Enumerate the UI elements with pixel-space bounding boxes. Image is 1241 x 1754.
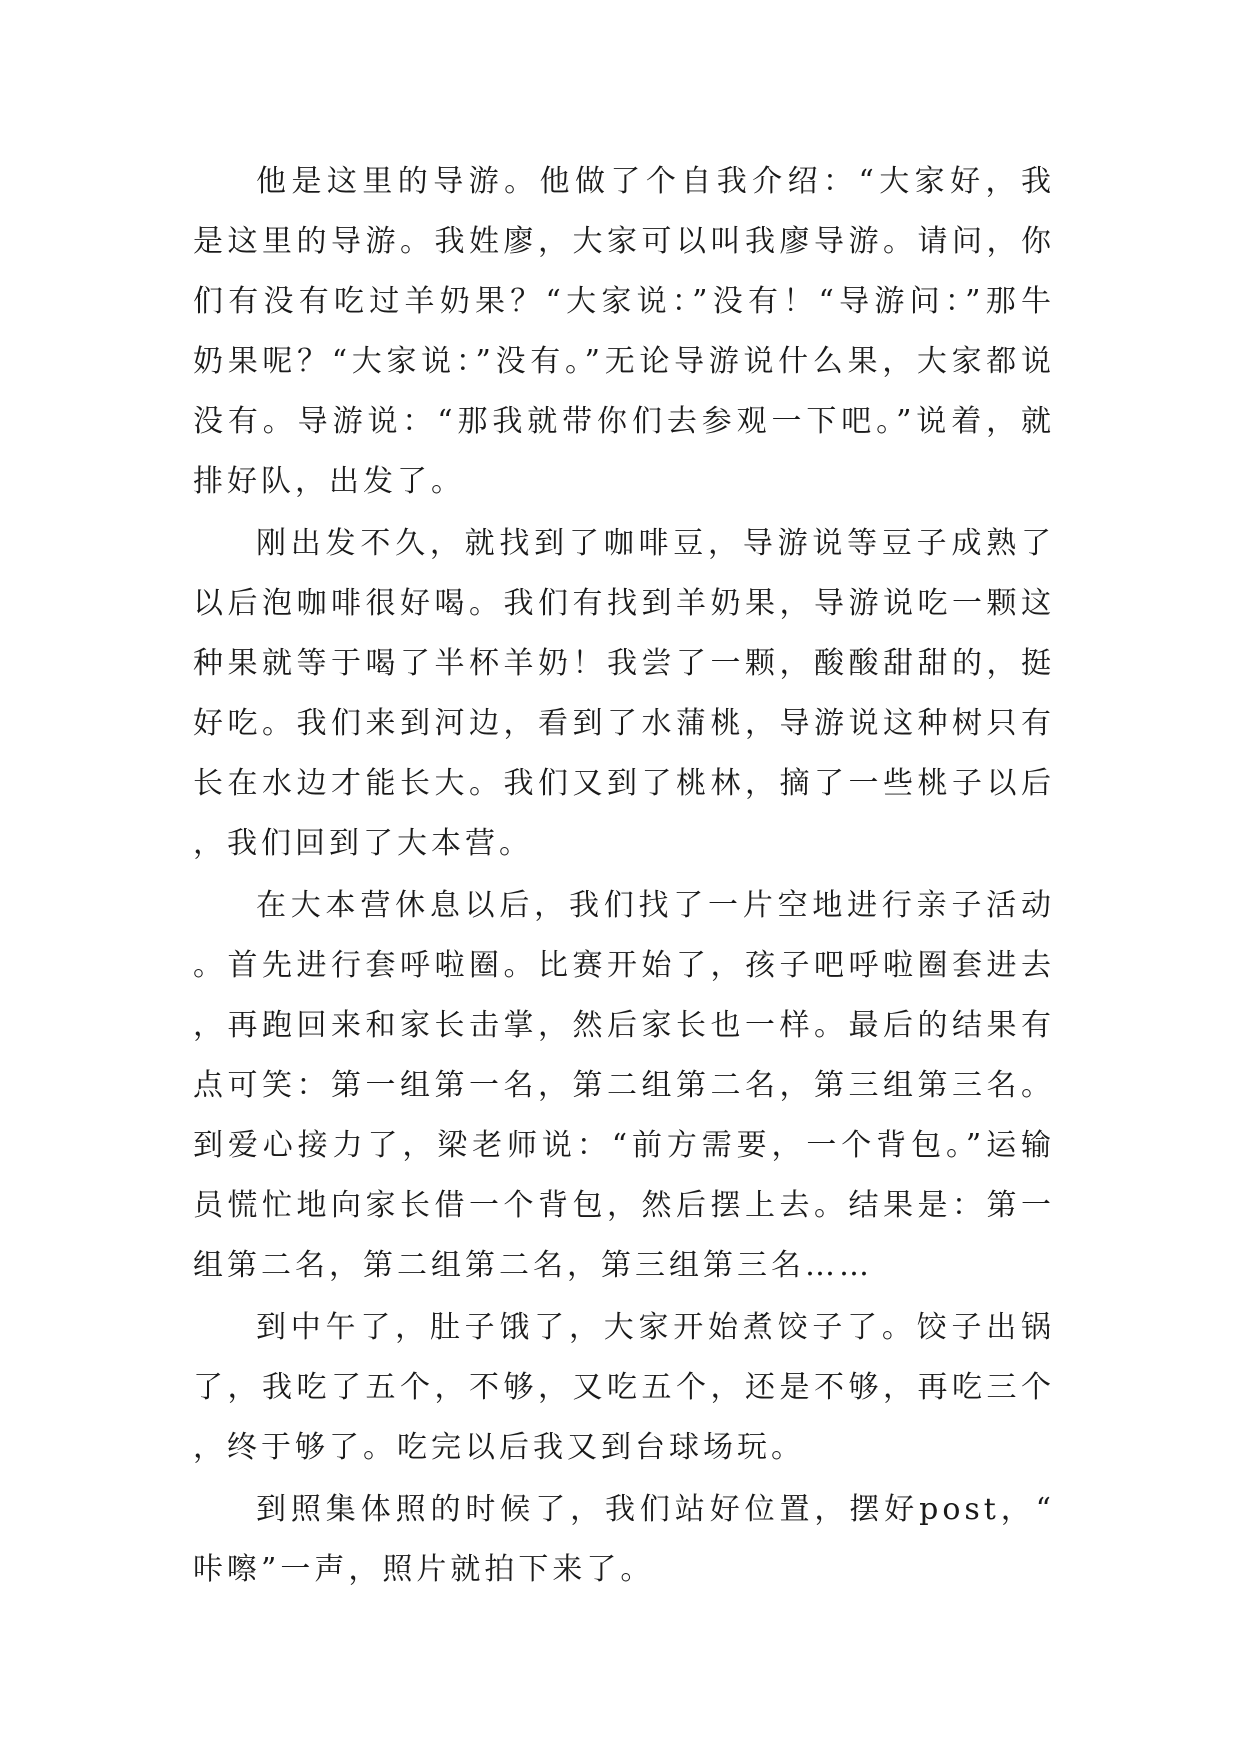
document-body — [193, 152, 1055, 1602]
paragraph-5: 到照集体照的时候了，我们站好位置，摆好post，“咔嚓”一声，照片就拍下来了。 — [193, 1492, 1055, 1587]
paragraph-3: 在大本营休息以后，我们找了一片空地进行亲子活动。首先进行套呼啦圈。比赛开始了，孩子吧呼啦圈套进去，再跑回来和家长击掌，然后家长也一样。最后的结果有点可笑：第一组第一名，第二组第二名，第三组第三名。到爱心接力了，梁老师说：“前方需要，一个背包。”运输员慌忙地向家长借一个背包，然后摆上去。结果是：第一组第二名，第二组第二名，第三组第三名…… — [193, 888, 1055, 1283]
paragraph-2: 刚出发不久，就找到了咖啡豆，导游说等豆子成熟了以后泡咖啡很好喝。我们有找到羊奶果，导游说吃一颗这种果就等于喝了半杯羊奶！我尝了一颗，酸酸甜甜的，挺好吃。我们来到河边，看到了水蒲桃，导游说这种树只有长在水边才能长大。我们又到了桃林，摘了一些桃子以后，我们回到了大本营。 — [193, 526, 1055, 861]
paragraph-1: 他是这里的导游。他做了个自我介绍：“大家好，我是这里的导游。我姓廖，大家可以叫我廖导游。请问，你们有没有吃过羊奶果？“大家说：”没有！“导游问：”那牛奶果呢？“大家说：”没有。”无论导游说什么果，大家都说没有。导游说：“那我就带你们去参观一下吧。”说着，就排好队，出发了。 — [193, 164, 1055, 499]
paragraph-4: 到中午了，肚子饿了，大家开始煮饺子了。饺子出锅了，我吃了五个，不够，又吃五个，还是不够，再吃三个，终于够了。吃完以后我又到台球场玩。 — [193, 1310, 1055, 1465]
